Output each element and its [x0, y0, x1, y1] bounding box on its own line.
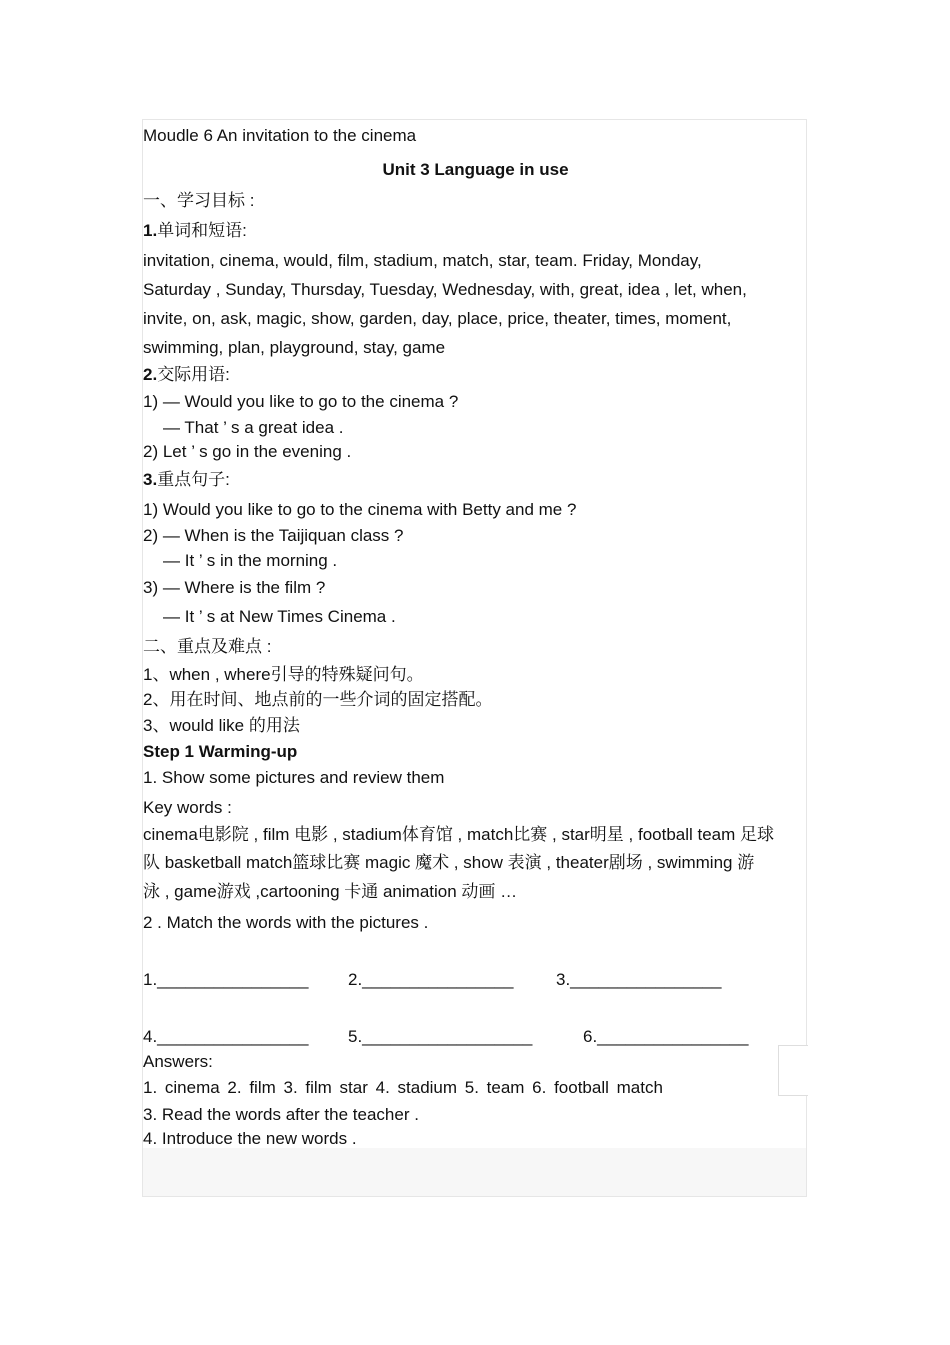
step1-item-3: 3. Read the words after the teacher .	[143, 1105, 419, 1124]
sentence-line: 1) Would you like to go to the cinema with Betty and me ?	[143, 500, 577, 519]
phrase-line: 1) — Would you like to go to the cinema ?	[143, 392, 459, 411]
step1-heading: Step 1 Warming-up	[143, 742, 298, 761]
phrase-line: — That ’ s a great idea .	[163, 418, 344, 437]
objectives-heading: 一、学习目标 :	[143, 191, 255, 210]
unit-title: Unit 3 Language in use	[382, 160, 569, 179]
answer-blank-2: 2.________________	[348, 970, 514, 989]
step1-item-2: 2 . Match the words with the pictures .	[143, 913, 429, 932]
vocab-line: Saturday , Sunday, Thursday, Tuesday, Wednesday, with, great, idea , let, when,	[143, 280, 747, 299]
sentence-line: 3) — Where is the film ?	[143, 578, 326, 597]
sentences-num: 3.	[143, 470, 158, 489]
phrases-label: 交际用语:	[157, 365, 230, 384]
sentence-line: — It ’ s at New Times Cinema .	[163, 607, 396, 626]
sentence-line: — It ’ s in the morning .	[163, 551, 338, 570]
key-words-label: Key words :	[143, 798, 232, 817]
vocab-num: 1.	[143, 221, 158, 240]
key-words-line: cinema电影院 , film 电影 , stadium体育馆 , match比赛 , star明星 , football team 足球	[143, 825, 775, 844]
answer-blank-4: 4.________________	[143, 1027, 309, 1046]
vocab-label: 单词和短语:	[157, 221, 247, 240]
module-title: Moudle 6 An invitation to the cinema	[143, 126, 417, 145]
phrase-line: 2) Let ’ s go in the evening .	[143, 442, 352, 461]
frame-bottom-band	[143, 1148, 806, 1196]
phrases-heading	[143, 365, 230, 385]
side-tab	[778, 1045, 808, 1096]
answers-line: 1. cinema 2. film 3. film star 4. stadium 5. team 6. football match	[143, 1078, 663, 1097]
key-point-item: 1、when , where引导的特殊疑问句。	[143, 665, 424, 684]
answer-blank-6: 6.________________	[583, 1027, 749, 1046]
key-point-item: 3、would like 的用法	[143, 716, 300, 735]
vocab-line: swimming, plan, playground, stay, game	[143, 338, 446, 357]
answer-blank-5: 5.__________________	[348, 1027, 533, 1046]
key-words-line: 泳 , game游戏 ,cartooning 卡通 animation 动画 …	[143, 882, 518, 901]
answer-blank-1: 1.________________	[143, 970, 309, 989]
vocab-line: invitation, cinema, would, film, stadium, match, star, team. Friday, Monday,	[143, 251, 702, 270]
step1-item-1: 1. Show some pictures and review them	[143, 768, 445, 787]
phrases-num: 2.	[143, 365, 158, 384]
vocab-line: invite, on, ask, magic, show, garden, day, place, price, theater, times, moment,	[143, 309, 732, 328]
step1-item-4: 4. Introduce the new words .	[143, 1129, 357, 1148]
key-points-heading: 二、重点及难点 :	[143, 637, 272, 656]
vocab-heading	[143, 221, 247, 241]
sentences-heading	[143, 470, 230, 490]
answer-blank-3: 3.________________	[556, 970, 722, 989]
key-words-line: 队 basketball match篮球比赛 magic 魔术 , show 表演 , theater剧场 , swimming 游	[143, 853, 755, 872]
sentences-label: 重点句子:	[157, 470, 230, 489]
sentence-line: 2) — When is the Taijiquan class ?	[143, 526, 404, 545]
answers-label: Answers:	[143, 1052, 213, 1071]
key-point-item: 2、用在时间、地点前的一些介词的固定搭配。	[143, 690, 493, 709]
